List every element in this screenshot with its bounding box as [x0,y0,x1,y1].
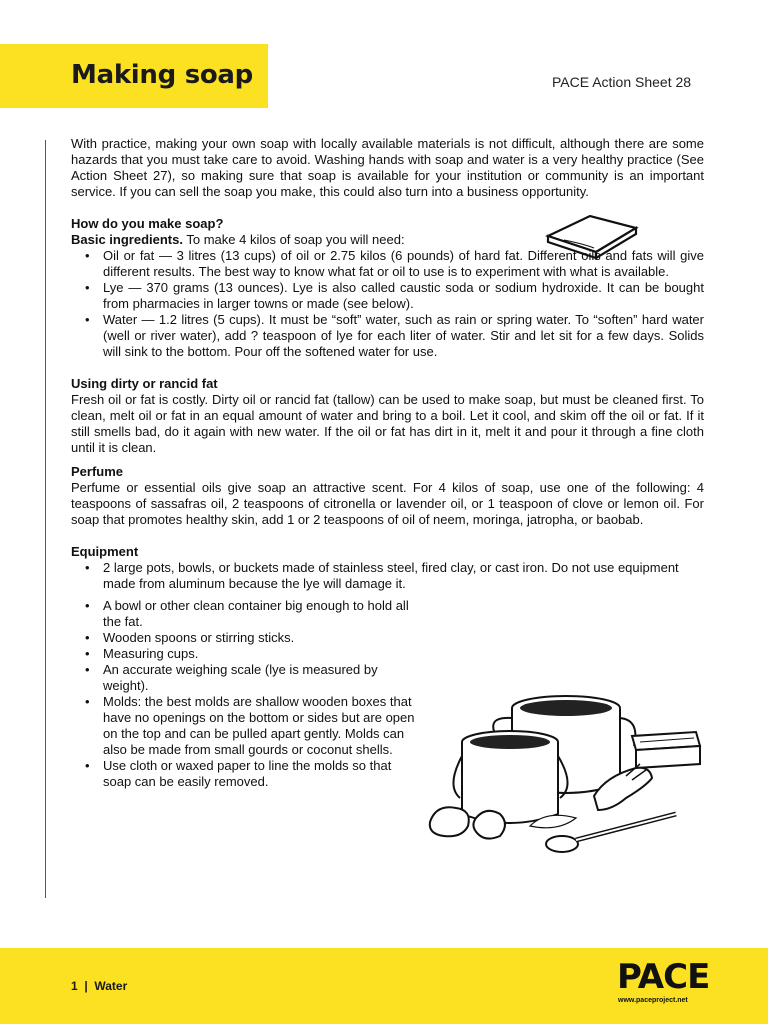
dirty-fat-paragraph: Fresh oil or fat is costly. Dirty oil or rancid fat (tallow) can be used to make soap, but must be cleaned first. To clean, melt oil or fat in an equal amount of water and bring to a boil. Let it cool, and skim off the oil or fat. If it still smells bad, do it again with new water. If the oil or fat has dirt in it, melt it and pour it through a fine cloth until it is clean. [71,392,704,455]
list-item: • An accurate weighing scale (lye is measured by weight). [71,662,421,694]
list-item: • Lye — 370 grams (13 ounces). Lye is also called caustic soda or sodium hydroxide. It can be bought from pharmacies in larger towns or made (see below). [71,280,704,312]
pace-logo: PACE [617,957,710,997]
footer-url[interactable]: www.paceproject.net [618,997,688,1004]
equipment-item-cont: made from aluminum because the lye will damage it. [103,576,406,591]
equipment-list [71,560,704,592]
footer-page-label: 1 | Water [71,979,128,993]
basic-label: Basic ingredients. [71,232,183,247]
list-item: • Wooden spoons or stirring sticks. [71,630,421,646]
list-item: • Measuring cups. [71,646,421,662]
list-item: • Water — 1.2 litres (5 cups). It must be “soft” water, such as rain or spring water. To “soften” hard water (well or river water), add ? teaspoon of lye for each liter of water. Stir and let sit for a few days. Solids will sink to the bottom. Pour off the softened water for use. [71,312,704,360]
list-item: • Use cloth or waxed paper to line the molds so that soap can be easily removed. [71,758,421,790]
page-title: Making soap [71,60,253,90]
equipment-heading: Equipment [71,544,139,559]
sheet-label: PACE Action Sheet 28 [552,74,692,90]
list-item [71,560,704,592]
perfume-heading: Perfume [71,464,124,479]
list-item: • Molds: the best molds are shallow wooden boxes that have no openings on the bottom or sides but are open on the top and can be pulled apart gently. Molds can also be made from small gourds or coconut shells. [71,694,421,758]
ingredients-list [71,248,704,360]
list-item: • Oil or fat — 3 litres (13 cups) of oil or 2.75 kilos (6 pounds) of hard fat. Different oils and fats will give different results. The best way to know what fat or oil to use is to experiment with what is available. [71,248,704,280]
perfume-paragraph: Perfume or essential oils give soap an attractive scent. For 4 kilos of soap, use one of the following: 4 teaspoons of sassafras oil, 2 teaspoons of citronella or lavender oil, or 1 teaspoon of clove or lemon oil. For soap that promotes healthy skin, add 1 or 2 teaspoons of oil of neem, moringa, jatropha, or baobab. [71,480,704,527]
basic-ingredients-line [71,232,704,248]
margin-rule [45,140,46,898]
main-content [71,136,704,790]
how-heading: How do you make soap? [71,216,224,231]
list-item: • A bowl or other clean container big enough to hold all the fat. [71,598,421,630]
equipment-item-text: 2 large pots, bowls, or buckets made of stainless steel, fired clay, or cast iron. Do not use equipment [103,560,679,575]
intro-paragraph: With practice, making your own soap with locally available materials is not difficult, although there are some hazards that you must take care to avoid. Washing hands with soap and water is a very healthy practice (See Action Sheet 27), so making sure that soap is available for your institution or community is an important service. If you can sell the soap you make, this could also turn into a business opportunity. [71,136,704,199]
dirty-fat-heading: Using dirty or rancid fat [71,376,218,391]
equipment-list-narrow [71,598,421,790]
basic-text: To make 4 kilos of soap you will need: [182,232,405,247]
